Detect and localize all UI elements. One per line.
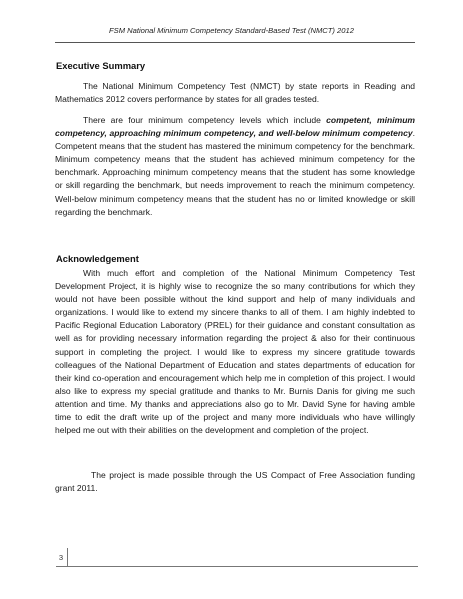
acknowledgement-heading: Acknowledgement xyxy=(56,253,139,264)
acknowledgement-paragraph-2-text: The project is made possible through the US Compact of Free Association funding grant 2011. xyxy=(55,470,415,494)
page-number: 3 xyxy=(58,553,64,562)
footer-horizontal-rule xyxy=(56,566,418,567)
competency-levels-emphasis: competent, minimum competency, approaching minimum competency, and well-below minimum competency xyxy=(55,115,416,139)
executive-summary-heading: Executive Summary xyxy=(56,60,146,71)
running-header: FSM National Minimum Competency Standard-Based Test (NMCT) 2012 xyxy=(109,26,354,35)
acknowledgement-paragraph-1 xyxy=(55,267,415,437)
executive-summary-paragraph-1-text: The National Minimum Competency Test (NMCT) by state reports in Reading and Mathematics 2012 covers performance by states for all grades tested. xyxy=(55,81,415,105)
header-divider xyxy=(55,42,415,43)
executive-summary-paragraph-2-intro: There are four minimum competency levels which include xyxy=(83,115,327,125)
executive-summary-paragraph-1 xyxy=(55,80,415,106)
executive-summary-paragraph-2 xyxy=(55,114,415,219)
acknowledgement-paragraph-1-text: With much effort and completion of the National Minimum Competency Test Development Project, it is highly wise to recognize the so many contributions for which they would not have been possible without the kind support and help of many individuals and organizations. I would like to extend my sincere thanks to all of them. I am highly indebted to Pacific Regional Education Laboratory (PREL) for their guidance and constant consultation as well as for providing necessary information regarding the project & also for their continuous support in completing the project. I would like to express my sincere gratitude towards colleagues of the National Department of Education and states departments of education for their kind co-operation and encouragement which help me in completion of this project. I would also like to express my special gratitude and thanks to Mr. Burnis Danis for giving me such attention and time. My thanks and appreciations also go to Mr. David Syne for having amble time to edit the draft write up of the project and many more individuals who have willingly helped me out with their abilities on the development and completion of the project. xyxy=(55,268,415,436)
footer-vertical-rule xyxy=(67,548,68,566)
page-footer xyxy=(56,548,418,564)
executive-summary-paragraph-2-rest: . Competent means that the student has mastered the minimum competency for the benchmark. Minimum competency means that the student has achieved minimum competency for the benchmark. Approaching minimum competency means that the student has some knowledge or skill regarding the benchmark, but needs improvement to reach the minimum competency. Well-below minimum competency means that the student has no or limited knowledge or skill regarding the benchmark. xyxy=(55,128,415,217)
acknowledgement-paragraph-2 xyxy=(55,469,415,495)
